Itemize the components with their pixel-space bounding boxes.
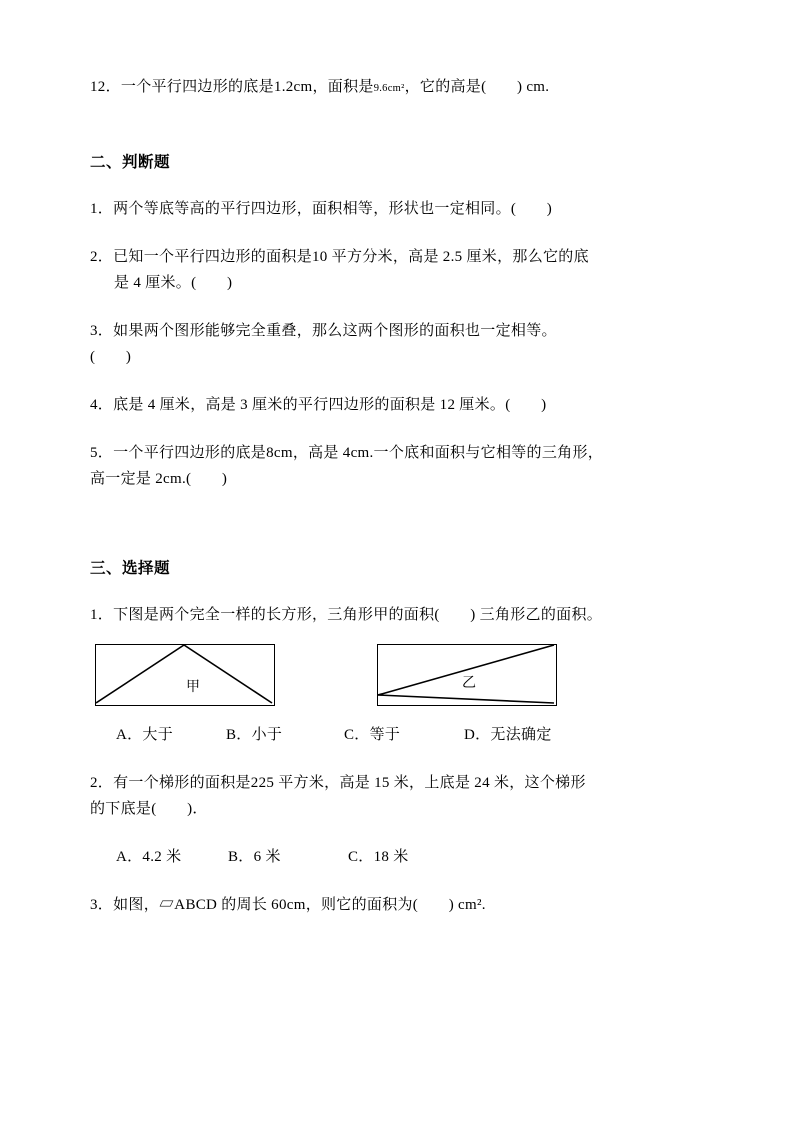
tf-item-2-line1 [90,244,710,270]
option-c[interactable]: C．等于 [344,727,401,743]
figure-right-label: 乙 [462,676,476,691]
tf-item-3-text-line1: 如果两个图形能够完全重叠，那么这两个图形的面积也一定相等。 [113,323,557,339]
option-d[interactable]: D．无法确定 [464,727,552,743]
tf-item-2-line2 [90,270,710,296]
tf-item-1-text: 两个等底等高的平行四边形，面积相等，形状也一定相同。( ) [113,201,553,217]
tf-item-3-line2 [90,344,710,370]
mc-item-3 [90,892,710,918]
tf-item-5-line2 [90,466,710,492]
tf-item-5-number: 5． [90,445,114,461]
question-12 [90,74,710,102]
mc-item-2-options [90,844,710,870]
tf-item-2-text-line1: 已知一个平行四边形的面积是10 平方分米，高是 2.5 厘米，那么它的底 [113,249,589,265]
mc-item-1-options [90,722,710,748]
tf-item-1 [90,196,710,222]
tf-item-3-text-line2: ( ) [90,349,132,365]
worksheet-content [90,74,710,940]
option-b[interactable]: B．小于 [226,727,283,743]
figure-rectangle-left [95,644,275,706]
tf-item-2-text-line2: 是 4 厘米。( ) [114,275,233,291]
tf-item-4-number: 4． [90,397,114,413]
mc-item-1-text [90,602,710,628]
mc-item-3-prompt: 如图，▱ABCD 的周长 60cm，则它的面积为( ) cm². [113,897,486,913]
tf-item-3-line1 [90,318,710,344]
mc-item-2-prompt-line2: 的下底是( )． [90,801,208,817]
question-12-text-part1: 一个平行四边形的底是1.2cm，面积是 [120,79,374,95]
figure-left-diagonals [96,645,273,704]
tf-item-2-number: 2． [90,249,114,265]
spacer [90,514,710,556]
tf-item-1-number: 1． [90,201,114,217]
mc-item-2-prompt-line1: 有一个梯形的面积是225 平方米，高是 15 米，上底是 24 米，这个梯形 [113,775,586,791]
question-12-area-value: 9.6cm² [373,83,405,94]
tf-item-5-line1 [90,440,710,466]
tf-item-4-text: 底是 4 厘米，高是 3 厘米的平行四边形的面积是 12 厘米。( ) [113,397,547,413]
mc-item-2-number: 2． [90,775,114,791]
tf-item-4 [90,392,710,418]
mc-item-1-prompt: 下图是两个完全一样的长方形，三角形甲的面积( ) 三角形乙的面积。 [113,607,603,623]
option-c[interactable]: C．18 米 [348,849,409,865]
question-12-number: 12． [90,79,121,95]
option-a[interactable]: A．4.2 米 [116,849,182,865]
tf-item-5-text-line1: 一个平行四边形的底是8cm，高是 4cm.一个底和面积与它相等的三角形， [113,445,604,461]
tf-item-5-text-line2: 高一定是 2cm.( ) [90,471,228,487]
mc-item-3-number: 3． [90,897,114,913]
mc-item-1-figures [90,634,710,712]
question-12-text-part2: ，它的高是( ) cm. [404,79,550,95]
mc-item-2-line1 [90,770,710,796]
figure-left-label: 甲 [186,680,200,695]
section-heading-3: 三、选择题 [90,560,171,577]
option-a[interactable]: A．大于 [116,727,174,743]
section-heading-2: 二、判断题 [90,154,171,171]
option-b[interactable]: B．6 米 [228,849,281,865]
mc-item-1-number: 1． [90,607,114,623]
tf-item-3-number: 3． [90,323,114,339]
spacer [90,124,710,150]
mc-item-2-line2 [90,796,710,822]
